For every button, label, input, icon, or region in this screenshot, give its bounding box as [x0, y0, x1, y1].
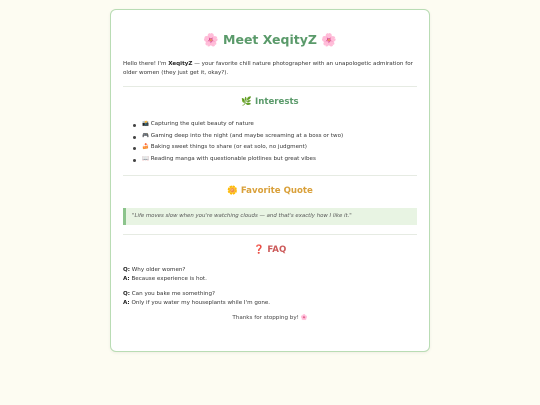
faq-answer: [123, 299, 417, 308]
page-title-text: Meet XeqityZ: [223, 32, 317, 47]
footer-text: Thanks for stopping by!: [232, 314, 299, 321]
quote-heading: [123, 186, 417, 198]
flower-icon: 🌸: [300, 314, 308, 321]
faq-answer: [123, 275, 417, 284]
interests-heading-text: Interests: [255, 97, 299, 107]
answer-text: Because experience is hot.: [131, 276, 207, 283]
cake-icon: 🍰: [142, 144, 149, 151]
divider: [123, 234, 417, 235]
flower-icon: 🌸: [203, 32, 219, 47]
game-controller-icon: 🎮: [142, 132, 149, 139]
faq-question: [123, 290, 417, 299]
interests-heading: [123, 97, 417, 109]
list-item-text: Reading manga with questionable plotlines but great vibes: [150, 156, 316, 163]
question-mark-icon: ❓: [253, 244, 265, 255]
faq-item: [123, 290, 417, 308]
intro-suffix: — your favorite chill nature photographer with an unapologetic admiration for older women (they just get it, okay?).: [123, 61, 413, 76]
question-label: Q:: [123, 266, 130, 273]
faq-heading: [123, 245, 417, 257]
blossom-icon: 🌼: [227, 185, 238, 196]
question-label: Q:: [123, 291, 130, 298]
list-item: [133, 154, 417, 166]
intro-name: XeqityZ: [168, 61, 193, 67]
answer-label: A:: [123, 300, 130, 307]
list-item-text: Baking sweet things to share (or eat solo, no judgment): [150, 144, 307, 151]
list-item: [133, 119, 417, 131]
answer-text: Only if you water my houseplants while I'm gone.: [131, 300, 271, 307]
interests-list: [123, 119, 417, 166]
camera-icon: 📸: [142, 121, 149, 127]
quote-heading-text: Favorite Quote: [240, 185, 313, 196]
divider: [123, 175, 417, 176]
divider: [123, 86, 417, 87]
faq-heading-text: FAQ: [267, 244, 287, 255]
page-title: [123, 32, 417, 50]
faq-question: [123, 266, 417, 275]
herb-icon: 🌿: [241, 97, 253, 107]
book-icon: 📖: [142, 156, 149, 163]
faq-item: [123, 266, 417, 284]
intro-paragraph: [123, 60, 417, 77]
favorite-quote: "Life moves slow when you're watching clouds — and that's exactly how I like it.": [123, 208, 417, 225]
question-text: Can you bake me something?: [131, 291, 215, 298]
intro-prefix: Hello there! I'm: [123, 61, 169, 67]
question-text: Why older women?: [131, 266, 186, 273]
answer-label: A:: [123, 276, 130, 283]
footer-message: [123, 315, 417, 321]
list-item: [133, 131, 417, 143]
profile-card: [110, 9, 430, 352]
list-item: [133, 142, 417, 154]
list-item-text: Gaming deep into the night (and maybe screaming at a boss or two): [150, 132, 344, 139]
flower-icon: 🌸: [321, 32, 337, 47]
faq-list: [123, 266, 417, 309]
list-item-text: Capturing the quiet beauty of nature: [150, 121, 254, 127]
